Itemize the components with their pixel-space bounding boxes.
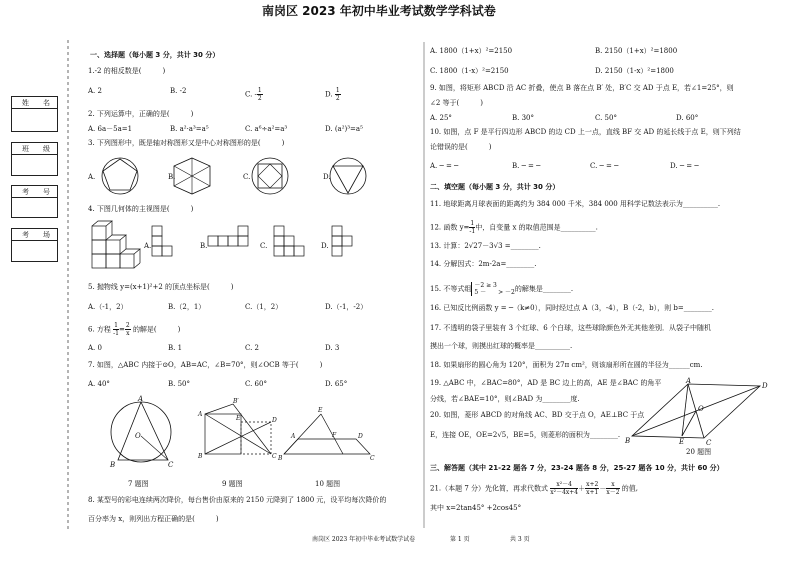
q1-option-d[interactable]: D. $\frac{1}{2}$	[325, 87, 340, 102]
svg-text:B: B	[198, 453, 203, 460]
q4-option-c[interactable]: C.	[260, 242, 268, 250]
svg-text:O: O	[698, 405, 704, 413]
q20-line1: 20. 如图，菱形 ABCD 的对角线 AC、BD 交于点 O，AE⊥BC 于点	[430, 411, 645, 419]
q9-line2: ∠2 等于( )	[430, 99, 484, 107]
q10-option-b[interactable]: B. ─ = ─	[512, 162, 541, 170]
hexagon-figure	[174, 158, 210, 194]
fig10-caption: 10 题图	[315, 480, 341, 488]
q17-line1: 17. 不透明的袋子里装有 3 个红球、6 个白球，这些球除颜色外无其他差别．从袋子中随机	[430, 324, 711, 332]
q11: 11. 地球距离月球表面的距离约为 384 000 千米，384 000 用科学记数法表示为__________.	[430, 200, 721, 208]
view-b-figure	[208, 226, 248, 246]
svg-text:B: B	[625, 437, 631, 445]
q3-figures	[95, 152, 425, 196]
q3-option-a[interactable]: A.	[88, 173, 96, 181]
fig20-caption: 20 题图	[686, 448, 712, 456]
q9-option-d[interactable]: D. 60°	[676, 114, 699, 122]
square-in-circle-figure	[252, 158, 288, 194]
q20-line2: E，连接 OE，OE=2√5，BE=5，则菱形的面积为________.	[430, 431, 621, 439]
q3-stem: 3. 下列图形中，既是轴对称图形又是中心对称图形的是( )	[88, 139, 285, 147]
pentagon-in-circle-figure	[102, 158, 138, 194]
svg-text:E: E	[318, 407, 323, 414]
figure-9	[197, 398, 277, 460]
q10-line1: 10. 如图，点 F 是平行四边形 ABCD 的边 CD 上一点，直线 BF 交 AD 的延长线于点 E，则下列结	[430, 128, 741, 136]
footer-page-number: 第 1 页	[450, 536, 470, 543]
footer-exam-name: 南岗区 2023 年初中毕业考试数学试卷	[312, 536, 416, 543]
q1-option-c[interactable]: C. - $\frac{1}{2}$	[245, 87, 262, 102]
q2-option-b[interactable]: B. a²·a³=a⁵	[170, 125, 209, 133]
q19-line1: 19. △ABC 中，∠BAC=80°，AD 是 BC 边上的高，AE 是∠BAC 的角平	[430, 379, 662, 387]
svg-text:B: B	[278, 455, 283, 462]
svg-text:A: A	[686, 377, 692, 385]
q8-option-c[interactable]: C. 1800（1-x）²=2150	[430, 67, 509, 75]
q8-option-a[interactable]: A. 1800（1+x）²=2150	[430, 47, 513, 55]
section2-title: 二、填空题（每小题 3 分，共计 30 分）	[430, 183, 560, 191]
q15: 15. 不等式组 －2 ≥ 3 5 － > －2 的解集是________.	[430, 282, 574, 296]
fig9-caption: 9 题图	[222, 480, 243, 488]
q19-line2: 分线，若∠BAE=10°，则∠BAD 为________度.	[430, 395, 580, 403]
q3-option-d[interactable]: D.	[323, 173, 331, 181]
q5-option-b[interactable]: B.（2，1）	[168, 303, 206, 311]
q7-stem: 7. 如图，△ABC 内接于⊙O，AB=AC，∠B=70°，则∠OCB 等于( )	[88, 361, 323, 369]
q3-option-c[interactable]: C.	[243, 173, 251, 181]
svg-text:C: C	[706, 439, 712, 447]
q4-stem: 4. 下图几何体的主视图是( )	[88, 205, 194, 213]
svg-text:F: F	[332, 432, 337, 439]
q8-option-b[interactable]: B. 2150（1+x）²=1800	[595, 47, 678, 55]
q10-line2: 论错误的是( )	[430, 143, 492, 151]
q9-option-c[interactable]: C. 50°	[595, 114, 617, 122]
q18: 18. 如果扇形的圆心角为 120°，面积为 27π cm²，则该扇形所在圆的半径为______cm.	[430, 361, 703, 369]
q2-option-c[interactable]: C. a⁶÷a²=a³	[245, 125, 288, 133]
q10-option-d[interactable]: D. ─ = ─	[670, 162, 699, 170]
q6-option-a[interactable]: A. 0	[88, 344, 102, 352]
q7-option-b[interactable]: B. 50°	[168, 380, 191, 388]
view-a-figure	[152, 226, 172, 256]
q9-option-a[interactable]: A. 25°	[430, 114, 452, 122]
exam-id-label: 考 号	[22, 188, 50, 196]
svg-text:C: C	[168, 461, 174, 469]
svg-text:E: E	[679, 438, 685, 446]
section3-title: 三、解答题（其中 21-22 题各 7 分，23-24 题各 8 分，25-27 题各 10 分，共计 60 分）	[430, 464, 724, 472]
q10-option-c[interactable]: C. ─ = ─	[590, 162, 619, 170]
svg-text:O: O	[135, 432, 141, 440]
room-label: 考 场	[22, 231, 50, 239]
svg-text:B′: B′	[233, 398, 239, 405]
q2-stem: 2. 下列运算中，正确的是( )	[88, 110, 194, 118]
fig7-caption: 7 题图	[128, 480, 149, 488]
svg-text:C: C	[370, 455, 375, 462]
svg-text:B: B	[110, 461, 116, 469]
svg-text:A: A	[138, 395, 144, 403]
svg-text:D: D	[358, 433, 363, 440]
svg-text:A: A	[291, 433, 296, 440]
q5-stem: 5. 抛物线 y=(x+1)²+2 的顶点坐标是( )	[88, 283, 234, 291]
q7-option-a[interactable]: A. 40°	[88, 380, 110, 388]
q2-option-d[interactable]: D. (a²)³=a⁵	[325, 125, 363, 133]
name-label: 姓 名	[22, 99, 50, 107]
q6-option-c[interactable]: C. 2	[245, 344, 260, 352]
svg-text:D: D	[272, 417, 277, 424]
cube-stack-figure	[92, 221, 140, 268]
q14: 14. 分解因式：2m-2a=________.	[430, 260, 537, 268]
q8-line1: 8. 某型号的彩电连续两次降价，每台售价由原来的 2150 元降到了 1800 元，设平均每次降价的	[88, 496, 387, 504]
q5-option-d[interactable]: D.（-1，-2）	[325, 303, 368, 311]
q5-option-a[interactable]: A.（-1，2）	[88, 303, 128, 311]
svg-text:D: D	[762, 382, 768, 390]
figures-7-9-10	[108, 394, 408, 494]
q1-option-b[interactable]: B. -2	[170, 87, 187, 95]
q13: 13. 计算：2√27－3√3 =________.	[430, 242, 541, 250]
q4-figures	[88, 218, 398, 274]
q9-line1: 9. 如图，将矩形 ABCD 沿 AC 折叠，使点 B 落在点 B′ 处，B′C 交 AD 于点 E，若∠1=25°，则	[430, 84, 734, 92]
class-label: 班 级	[22, 145, 50, 153]
q6-option-b[interactable]: B. 1	[168, 344, 183, 352]
q21-line2: 其中 x=2tan45° +2cos45°	[430, 504, 522, 512]
q12: 12. 函数 y= $\frac{1}{-1}$ 中，自变量 x 的取值范围是__________.	[430, 220, 598, 235]
q2-option-a[interactable]: A. 6a－5a=1	[88, 125, 133, 133]
footer-total-pages: 共 3 页	[510, 536, 530, 543]
q6-option-d[interactable]: D. 3	[325, 344, 340, 352]
figure-7	[109, 395, 174, 469]
exam-title: 南岗区 2023 年初中毕业考试数学学科试卷	[262, 4, 496, 18]
q9-option-b[interactable]: B. 30°	[512, 114, 535, 122]
q6-stem: 6. 方程 $\frac{1}{-1}$ = $\frac{2}{x}$ 的解是( )	[88, 322, 181, 337]
figure-10	[277, 407, 375, 462]
figure-20	[624, 378, 774, 456]
q4-option-a[interactable]: A.	[144, 242, 152, 250]
q16: 16. 已知反比例函数 y = ─（k≠0），同时经过点 A（3，-4），B（-2，b），则 b=________.	[430, 304, 714, 312]
svg-text:C: C	[272, 453, 277, 460]
q8-line2: 百分率为 x，则列出方程正确的是( )	[88, 515, 219, 523]
triangle-in-circle-figure	[330, 158, 366, 194]
svg-text:E: E	[236, 415, 241, 422]
q4-option-b[interactable]: B.	[200, 242, 208, 250]
q17-line2: 摸出一个球，则摸出红球的概率是__________.	[430, 342, 573, 350]
section1-title: 一、选择题（每小题 3 分，共计 30 分）	[90, 51, 220, 59]
q8-option-d[interactable]: D. 2150（1-x）²=1800	[595, 67, 674, 75]
q7-option-d[interactable]: D. 65°	[325, 380, 348, 388]
q1-option-a[interactable]: A. 2	[88, 87, 102, 95]
q1-stem: 1.-2 的相反数是( )	[88, 67, 166, 75]
q21-line1: 21.（本题 7 分）先化简，再求代数式 $\frac{\text{x²－4}}{\text{x²－4x+4}}$ ＋ $\frac{x+2}{x+1}$ － $\frac{x}{x-2}$ 的值,	[430, 481, 639, 496]
q7-option-c[interactable]: C. 60°	[245, 380, 267, 388]
q3-option-b[interactable]: B.	[168, 173, 176, 181]
q4-option-d[interactable]: D.	[321, 242, 329, 250]
q5-option-c[interactable]: C.（1，2）	[245, 303, 283, 311]
svg-text:A: A	[198, 411, 203, 418]
q10-option-a[interactable]: A. ─ = ─	[430, 162, 459, 170]
view-c-figure	[274, 226, 304, 256]
view-d-figure	[332, 226, 352, 256]
